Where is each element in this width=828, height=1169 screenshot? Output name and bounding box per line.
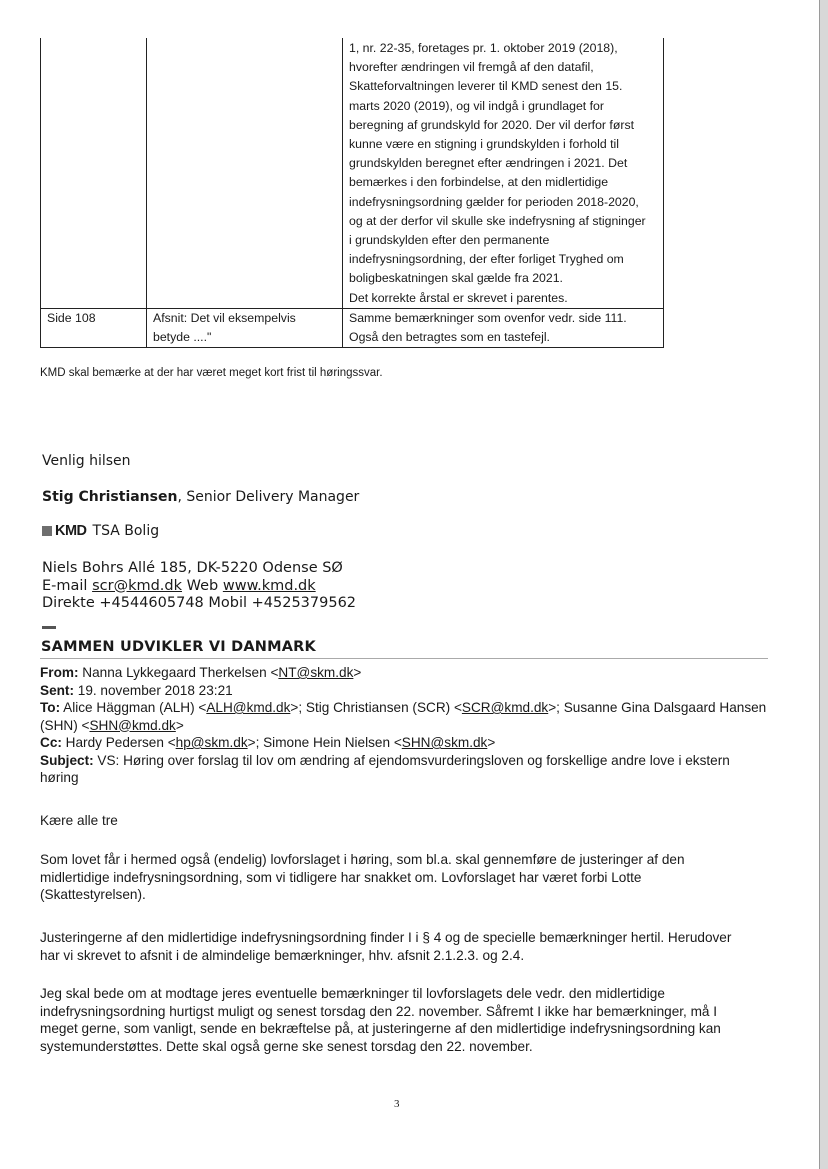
section-line: Afsnit: Det vil eksempelvis — [153, 310, 296, 325]
to-address[interactable]: SHN@kmd.dk — [89, 717, 176, 733]
to-text: > — [175, 717, 184, 733]
paragraph-line: har vi skrevet to afsnit i de almindelige bemærkninger, hhv. afsnit 2.1.2.3. og 2.4. — [40, 947, 525, 963]
comments-table — [40, 38, 664, 348]
signature-phones: Direkte +4544605748 Mobil +4525379562 — [42, 595, 357, 611]
comment-line: Samme bemærkninger som ovenfor vedr. side 111. — [349, 310, 627, 325]
header-divider — [40, 658, 768, 659]
table-cell-page — [41, 308, 147, 347]
email-header — [40, 664, 775, 787]
cc-label: Cc: — [40, 735, 62, 750]
table-cell-section — [147, 308, 343, 347]
comment-line: indefrysningsordning, der efter forliget Tryghed om — [349, 252, 624, 267]
paragraph-line: systemunderstøttes. Dette skal også gerne ske senest torsdag den 22. november. — [40, 1038, 533, 1054]
to-text: >; Susanne Gina Dalsgaard Hansen — [548, 700, 767, 715]
page-ref: Side 108 — [47, 310, 96, 325]
cc-address[interactable]: hp@skm.dk — [175, 735, 248, 750]
comment-line: Det korrekte årstal er skrevet i parentes. — [349, 290, 568, 305]
from-end: > — [353, 665, 362, 680]
web-link[interactable]: www.kmd.dk — [222, 577, 316, 594]
to-address[interactable]: ALH@kmd.dk — [206, 700, 291, 715]
page-edge-shadow — [820, 0, 828, 1169]
signature-name-line — [42, 489, 359, 505]
signature-name: Stig Christiansen — [42, 489, 178, 505]
signature-address: Niels Bohrs Allé 185, DK-5220 Odense SØ — [42, 560, 343, 576]
comment-line: kunne være en stigning i grundskylden i forhold til — [349, 137, 620, 152]
paragraph-line: indefrysningsordning hurtigst muligt og senest torsdag den 22. november. Såfremt I ikke har bemærkninger, må I — [40, 1003, 718, 1019]
company-slogan: SAMMEN UDVIKLER VI DANMARK — [41, 639, 316, 655]
paragraph-line: Justeringerne af den midlertidige indefrysningsordning finder I i § 4 og de specielle bemærkninger hertil. Herudover — [40, 930, 732, 945]
comment-line: beregning af grundskyld for 2020. Der vil derfor først — [349, 117, 635, 132]
paragraph-line: Som lovet får i hermed også (endelig) lovforslaget i høring, som bl.a. skal gennemføre de justeringer af den — [40, 852, 685, 867]
comment-line: i grundskylden efter den permanente — [349, 233, 550, 248]
subject-text: VS: Høring over forslag til lov om ændring af ejendomsvurderingsloven og forskellige andre love i ekstern — [93, 752, 730, 768]
to-address[interactable]: SCR@kmd.dk — [461, 700, 549, 715]
table-row — [41, 308, 664, 347]
section-line: betyde ...." — [153, 330, 212, 345]
comment-line: indefrysningsordning gælder for perioden 2018-2020, — [349, 194, 639, 209]
sent-line — [40, 682, 775, 700]
to-text: Alice Häggman (ALH) < — [60, 700, 207, 715]
paragraph-line: (Skattestyrelsen). — [40, 887, 146, 902]
signature-company — [42, 523, 159, 539]
sent-label: Sent: — [40, 682, 74, 698]
page-number: 3 — [394, 1098, 400, 1110]
slogan-dash — [42, 626, 56, 629]
from-label: From: — [40, 665, 79, 680]
sent-date: 19. november 2018 23:21 — [73, 682, 233, 698]
signature-contact — [42, 560, 356, 613]
comment-line: Også den betragtes som en tastefejl. — [349, 330, 550, 345]
comment-line: bemærkes i den forbindelse, at den midlertidige — [349, 175, 609, 190]
paragraph — [40, 929, 780, 964]
paragraph-line: Jeg skal bede om at modtage jeres eventuelle bemærkninger til lovforslagets dele vedr. den midlertidige — [40, 986, 665, 1001]
paragraph — [40, 985, 780, 1055]
comment-line: 1, nr. 22-35, foretages pr. 1. oktober 2019 (2018), — [349, 41, 618, 55]
signature-email-web — [42, 578, 356, 596]
table-cell-comment — [343, 38, 664, 308]
to-line — [40, 699, 775, 717]
cc-text: >; Simone Hein Nielsen < — [247, 735, 402, 750]
table-cell-comment — [343, 308, 664, 347]
to-text: >; Stig Christiansen (SCR) < — [290, 700, 462, 715]
signature-department: TSA Bolig — [92, 523, 160, 539]
comment-line: grundskylden beregnet efter ændringen i 2021. Det — [349, 156, 628, 171]
table-cell-page — [41, 38, 147, 308]
signature-greeting: Venlig hilsen — [42, 453, 131, 469]
signature-title: , Senior Delivery Manager — [177, 489, 360, 505]
subject-label: Subject: — [40, 752, 94, 768]
comment-line: marts 2020 (2019), og vil indgå i grundlaget for — [349, 98, 604, 113]
cc-address[interactable]: SHN@skm.dk — [401, 735, 488, 750]
deadline-note: KMD skal bemærke at der har været meget kort frist til høringssvar. — [40, 367, 383, 379]
from-line — [40, 664, 775, 682]
paragraph-line: midlertidige indefrysningsordning, som vi tidligere har snakket om. Lovforslaget har været forbi Lotte — [40, 869, 642, 885]
to-text: (SHN) < — [40, 717, 90, 733]
subject-line-cont: høring — [40, 770, 79, 785]
kmd-logo-square-icon — [42, 526, 52, 536]
comment-line: boligbeskatningen skal gælde fra 2021. — [349, 271, 563, 286]
paragraph — [40, 851, 780, 904]
from-address[interactable]: NT@skm.dk — [278, 665, 354, 680]
cc-line — [40, 734, 775, 752]
table-cell-section — [147, 38, 343, 308]
comment-line: Skatteforvaltningen leverer til KMD senest den 15. — [349, 79, 623, 94]
comment-line: hvorefter ændringen vil fremgå af den datafil, — [349, 60, 594, 75]
to-line-cont — [40, 717, 775, 735]
to-label: To: — [40, 700, 61, 715]
table-row — [41, 38, 664, 308]
email-link[interactable]: scr@kmd.dk — [92, 577, 183, 594]
cc-text: Hardy Pedersen < — [61, 735, 176, 750]
cc-text: > — [487, 735, 496, 750]
subject-line — [40, 752, 775, 770]
email-label: E-mail — [42, 577, 88, 594]
comment-line: og at der derfor vil skulle ske indefrysning af stigninger — [349, 213, 646, 228]
from-name: Nanna Lykkegaard Therkelsen < — [78, 665, 279, 680]
salutation: Kære alle tre — [40, 813, 118, 828]
kmd-logo: KMD — [55, 523, 87, 539]
web-label: Web — [186, 577, 219, 594]
paragraph-line: meget gerne, som vanligt, sende en bekræftelse på, at justeringerne af den midlertidige indefrysningsordning kan — [40, 1021, 721, 1036]
